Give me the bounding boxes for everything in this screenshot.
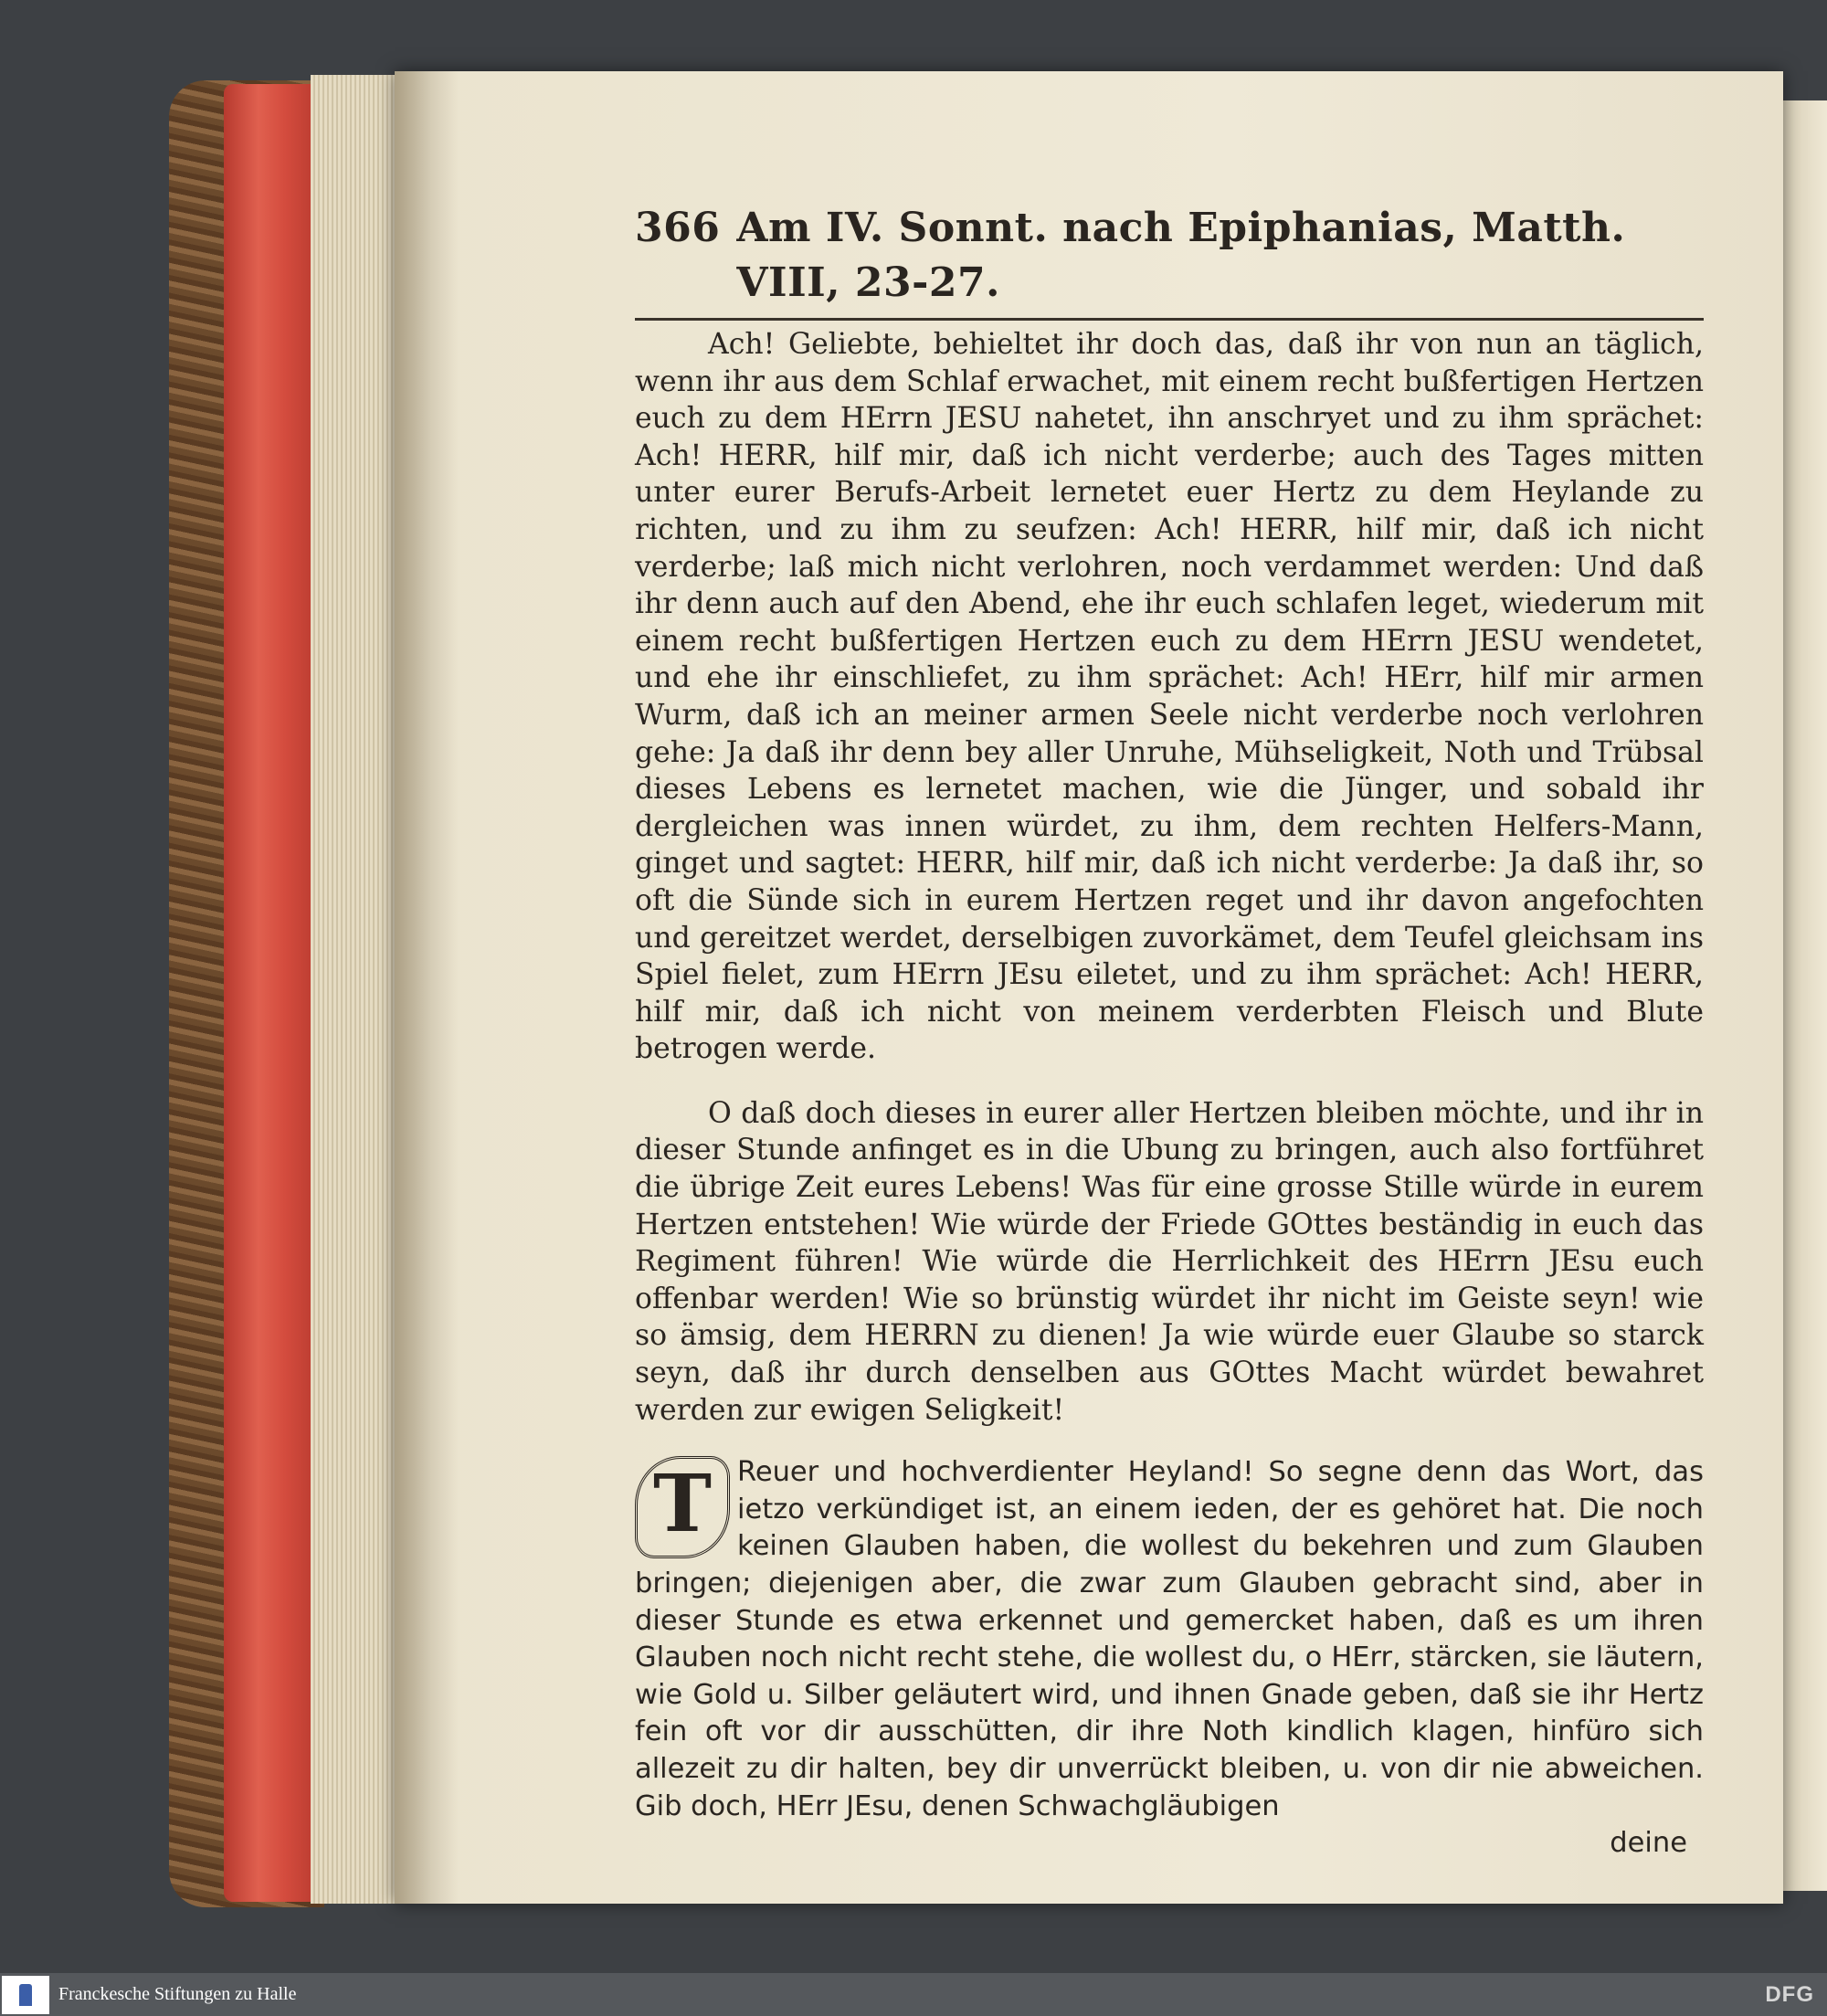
page-number: 366 (635, 205, 721, 251)
institution-logo-icon[interactable] (2, 1976, 49, 2014)
sermon-paragraph-1: Ach! Geliebte, behieltet ihr doch das, daß ihr von nun an täglich, wenn ihr aus dem Schlaf erwachet, mit einem recht bußfertigen Hertzen euch zu dem HErrn JESU nahetet, ihn anschryet und zu ihm sprächet: Ach! HERR, hilf mir, daß ich nicht verderbe; auch des Tages mitten unter eurer Berufs-Arbeit lernetet euer Hertz zu dem Heylande zu richten, und zu ihm zu seufzen: Ach! HERR, hilf mir, daß ich nicht verderbe; laß mich nicht verlohren, noch verdammet werden: Und daß ihr denn auch auf den Abend, ehe ihr euch schlafen leget, wiederum mit einem recht bußfertigen Hertzen euch zu dem HErrn JESU wendetet, und ehe ihr einschliefet, zu ihm sprächet: Ach! HErr, hilf mir armen Wurm, daß ich an meiner armen Seele nicht verderbe noch verlohren gehe: Ja daß ihr denn bey aller Unruhe, Mühseligkeit, Noth und Trübsal dieses Lebens es lernetet machen, wie die Jünger, und sobald ihr dergleichen was innen würdet, zu ihm, dem rechten Helfers-Mann, ginget und sagtet: HERR, hilf mir, daß ich nicht verderbe: Ja daß ihr, so oft die Sünde sich in eurem Hertzen reget und ihr davon angefochten und gereitzet werdet, derselbigen zuvorkämet, dem Teufel gleichsam ins Spiel fielet, zum HErrn JEsu eiletet, und zu ihm sprächet: Ach! HERR, hilf mir, daß ich nicht von meinem verderbten Fleisch und Blute betrogen werde. (635, 328, 1704, 1066)
facing-page-edge (1783, 100, 1827, 1891)
dfg-logo[interactable]: DFG (1765, 1981, 1814, 2007)
viewer-footer (0, 1973, 1827, 2016)
red-page-edges (224, 84, 311, 1902)
decorated-initial: T (635, 1456, 730, 1558)
gutter-shadow (395, 71, 459, 1904)
catchword: deine (1610, 1827, 1687, 1860)
institution-name: Franckesche Stiftungen zu Halle (58, 1984, 297, 2004)
page-stack-edge (311, 75, 402, 1904)
running-title: Am IV. Sonnt. nach Epiphanias, Matth. VIII, 23-27. (736, 205, 1626, 306)
closing-prayer (635, 1454, 1704, 1825)
sermon-paragraph-2: O daß doch dieses in eurer aller Hertzen bleiben möchte, und ihr in dieser Stunde anfinget es in die Ubung zu bringen, auch also fortführet die übrige Zeit eures Lebens! Was für eine grosse Stille würde in eurem Hertzen entstehen! Wie würde der Friede GOttes beständig in euch das Regiment führen! Wie würde die Herrlichkeit des HErrn JEsu euch offenbar werden! Wie so brünstig würdet ihr nicht im Geiste seyn! wie so ämsig, dem HERRN zu dienen! Ja wie würde euer Glaube so starck seyn, daß ihr durch denselben aus GOttes Macht würdet bewahret werden zur ewigen Seligkeit! (635, 1096, 1704, 1427)
prayer-text: Reuer und hochverdienter Heyland! So segne denn das Wort, das ietzo verkündiget ist, an einem ieden, der es gehöret hat. Die noch keinen Glauben haben, die wollest du bekehren und zum Glauben bringen; diejenigen aber, die zwar zum Glauben gebracht sind, aber in dieser Stunde es etwa erkennet und gemercket haben, daß es um ihren Glauben noch nicht recht stehe, die wollest du, o HErr, stärcken, sie läutern, wie Gold u. Silber geläutert wird, und ihnen Gnade geben, daß sie ihr Hertz fein oft vor dir ausschütten, dir ihre Noth kindlich klagen, hinfüro sich allezeit zu dir halten, bey dir unverrückt bleiben, u. von dir nie abweichen. Gib doch, HErr JEsu, denen Schwachgläubigen (635, 1456, 1704, 1822)
running-header (635, 201, 1704, 321)
page-content (635, 201, 1704, 1862)
